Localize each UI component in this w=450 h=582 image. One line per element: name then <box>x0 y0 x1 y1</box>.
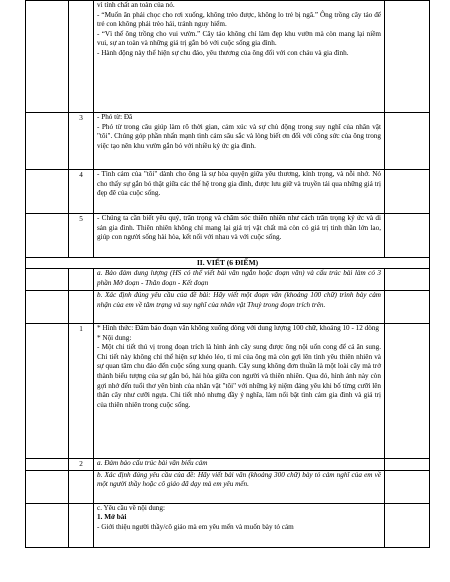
table-row <box>26 269 430 291</box>
answer-line: - Phó từ: Đã <box>97 113 133 121</box>
question-number: 4 <box>69 170 94 214</box>
answer-cell <box>94 291 385 324</box>
answer-line: c. Yêu cầu về nội dung: <box>97 503 165 512</box>
section-cell <box>26 269 69 291</box>
table-row <box>26 503 430 547</box>
section-cell <box>26 503 69 547</box>
question-number: 5 <box>69 214 94 258</box>
answer-line: - Phó từ trong câu giúp làm rõ thời gian, cảm xúc và sự chủ động trong suy nghĩ của nhân vật "tôi". Chúng góp phần nhấn mạnh tình cảm sâu sắc và lòng biết ơn đối với công sức của ông trong việc tạo nên khu vườn gắn bó với nhiều kỷ ức gia đình. <box>97 122 381 150</box>
answer-line: - Một chi tiết thú vị trong đoạn trích là hình ảnh cây sung được ông nội uốn cong để cá ăn sung. Chi tiết này không chỉ thể hiện sự khéo léo, tỉ mỉ của ông mà còn gợi lên tình yêu thiên nhiên và sự quan tâm chu đáo đến cuộc sống xung quanh. Cây sung không đơn thuần là một loài cây mà trở thành biểu tượng của sự gắn bó, hài hòa giữa con người và thiên nhiên. Qua đó, hình ảnh này còn gợi nhớ đến tuổi thơ yên bình của nhân vật "tôi" với những kỷ niệm đáng yêu khi bố từng cưỡi lên thân cây như cưỡi ngựa. Chi tiết nhỏ nhưng đầy ý nghĩa, làm nổi bật tình cảm gia đình và giá trị của thiên nhiên trong cuộc sống. <box>97 343 381 409</box>
question-number: 3 <box>69 113 94 170</box>
section-cell <box>26 291 69 324</box>
section-cell <box>26 113 69 170</box>
answer-cell <box>94 459 385 471</box>
answer-line: * Hình thức: Đảm bảo đoạn văn không xuống dòng với dung lượng 100 chữ, khoảng 10 - 12 dòng <box>97 324 380 332</box>
section-cell <box>26 324 69 459</box>
answer-line: - Hành động này thể hiện sự chu đáo, yêu thương của ông đối với con cháu và gia đình. <box>97 48 349 57</box>
table-row <box>26 291 430 324</box>
section-cell <box>26 170 69 214</box>
score-cell <box>385 503 430 547</box>
answer-cell <box>94 503 385 547</box>
section-heading-row <box>26 258 430 269</box>
answer-cell <box>94 324 385 459</box>
score-cell <box>385 291 430 324</box>
score-cell <box>385 459 430 471</box>
answer-line: * Nội dung: <box>97 333 132 342</box>
answer-line: - Tình cảm của "tôi" dành cho ông là sự hòa quyện giữa yêu thương, kính trọng, và nỗi nhớ. Nó cho thấy sự gắn bó thật giữa các thế hệ trong gia đình, được lưu giữ và truyền tải qua những giá trị đẹp đẽ của cuộc sống. <box>97 170 381 198</box>
answer-table <box>25 0 430 548</box>
answer-line: a. Đảm bảo cấu trúc bài văn biểu cảm <box>97 459 208 467</box>
answer-cell <box>94 1 385 113</box>
answer-cell <box>94 269 385 291</box>
question-number: 2 <box>69 459 94 471</box>
answer-cell <box>94 113 385 170</box>
answer-line: b. Xác định đúng yêu cầu của đề: Hãy viết bài văn (khoảng 300 chữ) bày tỏ cảm nghĩ của em về một người thầy hoặc cô giáo đã dạy mà em yêu mến. <box>97 470 381 489</box>
section-cell <box>26 459 69 471</box>
section-heading: II. VIẾT (6 ĐIỂM) <box>26 258 430 269</box>
answer-cell <box>94 170 385 214</box>
answer-line: vì tính chất an toàn của nó. <box>97 1 175 9</box>
question-number <box>69 269 94 291</box>
table-row <box>26 459 430 471</box>
question-number <box>69 470 94 503</box>
question-number <box>69 1 94 113</box>
table-row <box>26 113 430 170</box>
section-cell <box>26 1 69 113</box>
score-cell <box>385 324 430 459</box>
answer-cell <box>94 470 385 503</box>
table-row <box>26 470 430 503</box>
answer-line: - “Vì thế ông trồng cho vui vườn.” Cây táo không chỉ làm đẹp khu vườn mà còn mang lại niềm vui, sự an toàn và những giá trị gắn bó với cuộc sống gia đình. <box>97 29 381 48</box>
score-cell <box>385 1 430 113</box>
answer-line: - “Muốn ăn phải chọc cho rơi xuống, không trèo được, không lo trẻ bị ngã.” Ông trồng cây táo để trẻ con không phải trèo hái, tránh nguy hiểm. <box>97 10 381 29</box>
answer-line: - Giới thiệu người thầy/cô giáo mà em yêu mến và muốn bày tỏ cảm <box>97 522 294 531</box>
section-cell <box>26 470 69 503</box>
section-cell <box>26 214 69 258</box>
score-cell <box>385 269 430 291</box>
question-number: 1 <box>69 324 94 459</box>
answer-line: b. Xác định đúng yêu cầu của đề bài: Hãy viết một đoạn văn (khoảng 100 chữ) trình bày cảm nhận của em về tâm trạng và suy nghĩ của nhân vật Thuỷ trong đoạn trích trên. <box>97 291 381 309</box>
question-number <box>69 503 94 547</box>
score-cell <box>385 170 430 214</box>
score-cell <box>385 214 430 258</box>
score-cell <box>385 113 430 170</box>
table-row <box>26 1 430 113</box>
answer-key-page <box>25 0 429 548</box>
table-row <box>26 214 430 258</box>
answer-line: a. Bảo đảm dung lượng (HS có thể viết bài văn ngắn hoặc đoạn văn) và cấu trúc bài làm có 3 phần Mở đoạn - Thân đoạn - Kết đoạn <box>97 269 381 287</box>
subheading: 1. Mở bài <box>97 513 127 522</box>
table-row <box>26 324 430 459</box>
score-cell <box>385 470 430 503</box>
answer-line: - Chúng ta cần biết yêu quý, trân trọng và chăm sóc thiên nhiên như cách trân trọng ký ức và di sản gia đình. Thiên nhiên không chỉ mang lại giá trị vật chất mà còn có giá trị tinh thần lớn lao, giúp con người sống hài hòa, kết nối với nhau và với cuộc sống. <box>97 214 381 242</box>
question-number <box>69 291 94 324</box>
answer-cell <box>94 214 385 258</box>
table-row <box>26 170 430 214</box>
